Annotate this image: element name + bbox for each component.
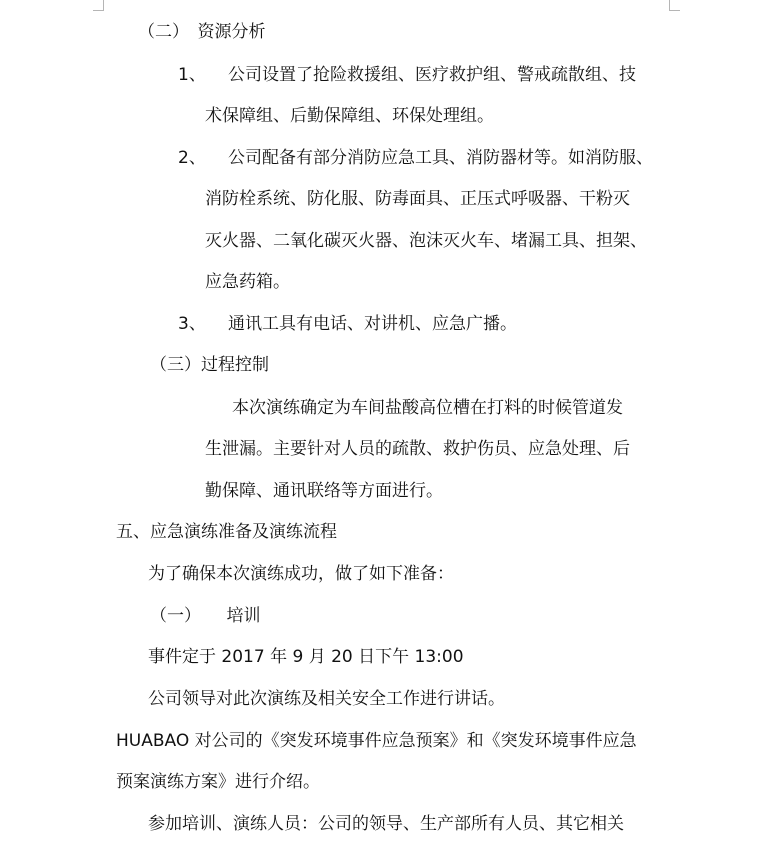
paragraph-line: 生泄漏。主要针对人员的疏散、救护伤员、应急处理、后 [205,439,630,459]
paragraph-line: 公司设置了抢险救援组、医疗救护组、警戒疏散组、技 [228,65,636,85]
list-item-number: 1、 [178,65,206,85]
paragraph-line: 灭火器、二氧化碳灭火器、泡沫灭火车、堵漏工具、担架、 [205,231,647,251]
paragraph-line: 参加培训、演练人员：公司的领导、生产部所有人员、其它相关 [148,814,624,834]
page-corner-mark-left [93,0,104,11]
list-item-number: 3、 [178,314,206,334]
paragraph-line: 应急药箱。 [205,272,290,292]
list-item-number: 2、 [178,148,206,168]
paragraph-line: 事件定于 2017 年 9 月 20 日下午 13:00 [148,647,464,667]
paragraph-line: 术保障组、后勤保障组、环保处理组。 [205,106,494,126]
paragraph-line: 预案演练方案》进行介绍。 [116,772,320,792]
paragraph-line: 公司配备有部分消防应急工具、消防器材等。如消防服、 [228,148,653,168]
paragraph-line: 消防栓系统、防化服、防毒面具、正压式呼吸器、干粉灭 [205,189,630,209]
paragraph-line: 本次演练确定为车间盐酸高位槽在打料的时候管道发 [232,398,623,418]
resource-analysis-heading: （二） 资源分析 [138,22,266,42]
section-5-heading: 五、应急演练准备及演练流程 [116,522,337,542]
paragraph-line: 为了确保本次演练成功，做了如下准备： [148,564,454,584]
paragraph-line: 勤保障、通讯联络等方面进行。 [205,481,443,501]
page-corner-mark-right [669,0,680,11]
process-control-heading: （三）过程控制 [150,355,269,375]
paragraph-line: HUABAO 对公司的《突发环境事件应急预案》和《突发环境事件应急 [116,731,637,751]
training-heading: （一） 培训 [150,606,261,626]
paragraph-line: 公司领导对此次演练及相关安全工作进行讲话。 [148,689,505,709]
paragraph-line: 通讯工具有电话、对讲机、应急广播。 [228,314,517,334]
